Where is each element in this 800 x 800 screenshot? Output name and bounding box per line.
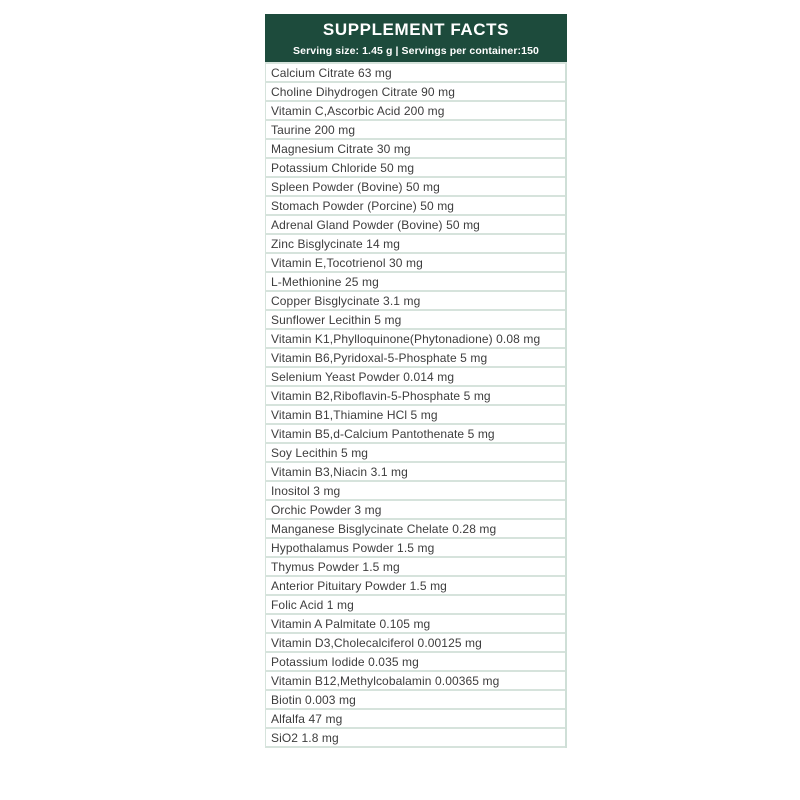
ingredient-row (266, 482, 565, 501)
ingredient-row (266, 216, 565, 235)
ingredient-text: Soy Lecithin 5 mg (271, 445, 369, 460)
ingredient-row (266, 178, 565, 197)
ingredient-row (266, 330, 565, 349)
ingredient-text: Potassium Chloride 50 mg (271, 160, 415, 175)
ingredient-row (266, 121, 565, 140)
ingredient-row (266, 159, 565, 178)
ingredient-text: Vitamin E,Tocotrienol 30 mg (271, 255, 423, 270)
ingredient-text: Taurine 200 mg (271, 122, 356, 137)
ingredient-text: Choline Dihydrogen Citrate 90 mg (271, 84, 455, 99)
ingredient-text: Adrenal Gland Powder (Bovine) 50 mg (271, 217, 480, 232)
ingredient-text: Vitamin C,Ascorbic Acid 200 mg (271, 103, 445, 118)
supplement-facts-title: SUPPLEMENT FACTS (322, 20, 510, 40)
ingredient-row (266, 349, 565, 368)
ingredient-text: Vitamin B5,d-Calcium Pantothenate 5 mg (271, 426, 495, 441)
ingredient-row (266, 311, 565, 330)
ingredient-text: Calcium Citrate 63 mg (271, 65, 392, 80)
ingredient-text: Copper Bisglycinate 3.1 mg (271, 293, 421, 308)
ingredient-row (266, 710, 565, 729)
ingredient-row (266, 273, 565, 292)
ingredient-text: Vitamin B3,Niacin 3.1 mg (271, 464, 408, 479)
ingredient-row (266, 235, 565, 254)
ingredient-row (266, 425, 565, 444)
ingredient-text: Spleen Powder (Bovine) 50 mg (271, 179, 440, 194)
ingredient-row (266, 197, 565, 216)
ingredient-text: Magnesium Citrate 30 mg (271, 141, 411, 156)
ingredient-row (266, 463, 565, 482)
ingredient-text: Manganese Bisglycinate Chelate 0.28 mg (271, 521, 497, 536)
supplement-facts-label (265, 14, 567, 748)
ingredient-text: Vitamin B1,Thiamine HCl 5 mg (271, 407, 438, 422)
supplement-facts-header (265, 14, 567, 62)
ingredient-row (266, 539, 565, 558)
ingredient-row (266, 596, 565, 615)
ingredient-row (266, 387, 565, 406)
ingredient-text: Vitamin B2,Riboflavin-5-Phosphate 5 mg (271, 388, 491, 403)
ingredient-text: Potassium Iodide 0.035 mg (271, 654, 419, 669)
ingredient-row (266, 615, 565, 634)
ingredient-text: Stomach Powder (Porcine) 50 mg (271, 198, 455, 213)
ingredient-row (266, 691, 565, 710)
ingredient-text: Vitamin A Palmitate 0.105 mg (271, 616, 431, 631)
ingredient-text: Alfalfa 47 mg (271, 711, 343, 726)
ingredient-row (266, 501, 565, 520)
ingredient-text: SiO2 1.8 mg (271, 730, 339, 745)
ingredient-text: Thymus Powder 1.5 mg (271, 559, 400, 574)
ingredient-text: Inositol 3 mg (271, 483, 341, 498)
ingredient-text: L-Methionine 25 mg (271, 274, 379, 289)
ingredient-text: Vitamin K1,Phylloquinone(Phytonadione) 0.08 mg (271, 331, 541, 346)
ingredient-row (266, 406, 565, 425)
serving-size-line: Serving size: 1.45 g | Servings per container:150 (293, 44, 539, 57)
ingredient-row (266, 558, 565, 577)
ingredient-list (265, 62, 567, 748)
ingredient-row (266, 634, 565, 653)
ingredient-text: Orchic Powder 3 mg (271, 502, 382, 517)
ingredient-row (266, 102, 565, 121)
ingredient-text: Sunflower Lecithin 5 mg (271, 312, 402, 327)
ingredient-text: Vitamin D3,Cholecalciferol 0.00125 mg (271, 635, 482, 650)
ingredient-text: Selenium Yeast Powder 0.014 mg (271, 369, 455, 384)
ingredient-row (266, 577, 565, 596)
ingredient-row (266, 368, 565, 387)
ingredient-row (266, 672, 565, 691)
ingredient-text: Biotin 0.003 mg (271, 692, 356, 707)
ingredient-row (266, 64, 565, 83)
ingredient-row (266, 444, 565, 463)
ingredient-text: Vitamin B12,Methylcobalamin 0.00365 mg (271, 673, 500, 688)
ingredient-row (266, 83, 565, 102)
ingredient-row (266, 140, 565, 159)
ingredient-text: Hypothalamus Powder 1.5 mg (271, 540, 435, 555)
ingredient-text: Folic Acid 1 mg (271, 597, 354, 612)
ingredient-text: Vitamin B6,Pyridoxal-5-Phosphate 5 mg (271, 350, 488, 365)
ingredient-row (266, 520, 565, 539)
ingredient-row (266, 653, 565, 672)
ingredient-row (266, 292, 565, 311)
ingredient-text: Zinc Bisglycinate 14 mg (271, 236, 401, 251)
ingredient-text: Anterior Pituitary Powder 1.5 mg (271, 578, 447, 593)
ingredient-row (266, 254, 565, 273)
ingredient-row (266, 729, 565, 748)
